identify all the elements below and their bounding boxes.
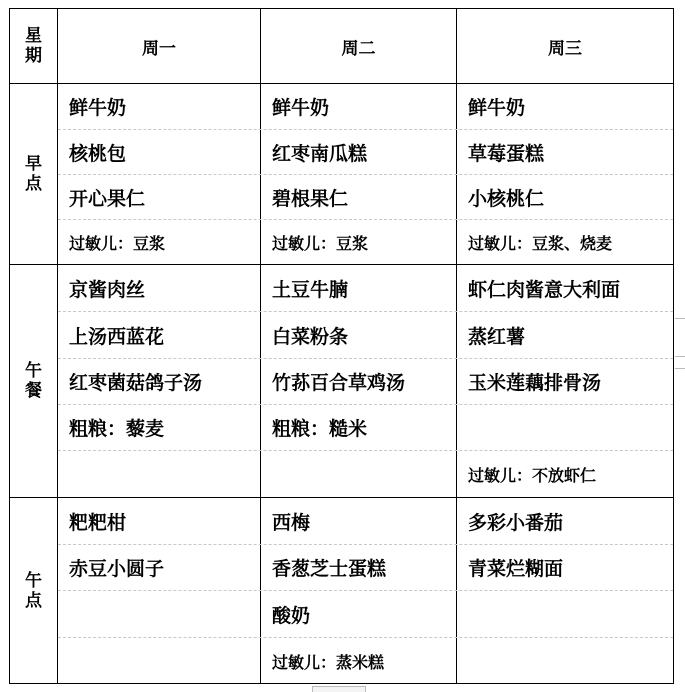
column-divider — [57, 9, 58, 683]
day-header-tue: 周二 — [341, 38, 376, 59]
menu-item: 多彩小番茄 — [468, 511, 564, 534]
grain-note: 粗粮：糙米 — [272, 418, 368, 440]
weekly-menu-table — [9, 8, 674, 684]
grain-note: 粗粮：藜麦 — [69, 418, 165, 440]
menu-item: 鲜牛奶 — [272, 97, 330, 119]
menu-item: 土豆牛腩 — [272, 278, 349, 301]
menu-item: 白菜粉条 — [272, 325, 349, 348]
day-header-wed: 周三 — [548, 38, 582, 59]
menu-item: 鲜牛奶 — [69, 97, 127, 119]
meal-label-snack: 午 点 — [25, 570, 42, 611]
allergy-note: 过敏儿：蒸米糕 — [272, 652, 385, 672]
menu-item: 京酱肉丝 — [69, 278, 146, 301]
meal-label-breakfast: 早 点 — [25, 154, 42, 194]
menu-item: 开心果仁 — [69, 187, 146, 210]
column-divider — [260, 9, 261, 683]
menu-item: 鲜牛奶 — [468, 97, 526, 119]
menu-item: 草莓蛋糕 — [468, 142, 545, 165]
table-move-handle[interactable] — [312, 686, 366, 692]
menu-item: 西梅 — [272, 511, 311, 534]
allergy-note: 过敏儿：豆浆 — [272, 233, 369, 253]
menu-item: 红枣菌菇鸽子汤 — [69, 372, 203, 394]
resize-handle[interactable] — [675, 318, 685, 319]
menu-item: 上汤西蓝花 — [69, 325, 165, 348]
menu-item: 赤豆小圆子 — [69, 558, 165, 580]
menu-item: 小核桃仁 — [468, 187, 545, 210]
menu-item: 酸奶 — [272, 604, 311, 627]
resize-handle[interactable] — [675, 356, 685, 357]
menu-item: 蒸红薯 — [468, 325, 526, 348]
column-divider — [456, 9, 457, 683]
menu-item: 碧根果仁 — [272, 187, 349, 210]
item-divider — [58, 174, 673, 175]
day-header-mon: 周一 — [142, 38, 176, 59]
meal-label-lunch: 午 餐 — [25, 361, 42, 401]
menu-item: 核桃包 — [69, 142, 127, 165]
item-divider — [58, 590, 673, 591]
corner-label: 星 期 — [25, 26, 42, 66]
allergy-note: 过敏儿：豆浆 — [69, 233, 166, 253]
allergy-note: 过敏儿：豆浆、烧麦 — [468, 233, 613, 253]
menu-item: 玉米莲藕排骨汤 — [468, 372, 602, 394]
menu-item: 粑粑柑 — [69, 511, 127, 534]
allergy-note: 过敏儿：不放虾仁 — [468, 465, 597, 485]
menu-item: 虾仁肉酱意大利面 — [468, 278, 621, 301]
resize-handle[interactable] — [675, 368, 685, 369]
menu-item: 竹荪百合草鸡汤 — [272, 372, 406, 394]
menu-item: 香葱芝士蛋糕 — [272, 558, 387, 580]
menu-item: 红枣南瓜糕 — [272, 142, 368, 165]
menu-item: 青菜烂糊面 — [468, 558, 564, 580]
